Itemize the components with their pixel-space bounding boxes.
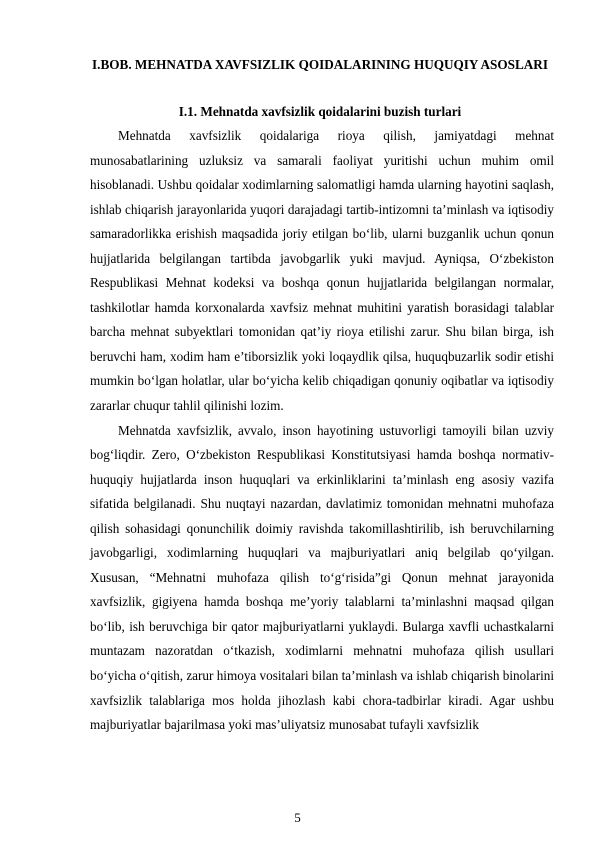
paragraph-1: Mehnatda xavfsizlik qoidalariga rioya qilish, jamiyatdagi mehnat munosabatlarining uzluksiz va samarali faoliyat yuritishi uchun muhim omil hisoblanadi. Ushbu qoidalar xodimlarning salomatligi hamda ularning hayotini saqlash, ishlab chiqarish jarayonlarida yuqori darajadagi tartib-intizomni ta’minlash va iqtisodiy samaradorlikka erishish maqsadida joriy etilgan bo‘lib, ularni buzganlik uchun qonun hujjatlarida belgilangan tartibda javobgarlik yuki mavjud. Ayniqsa, O‘zbekiston Respublikasi Mehnat kodeksi va boshqa qonun hujjatlarida belgilangan normalar, tashkilotlar hamda korxonalarda xavfsiz mehnat muhitini yaratish borasidagi talablar barcha mehnat subyektlari tomonidan qat’iy rioya etilishi zarur. Shu bilan birga, ish beruvchi ham, xodim ham e’tiborsizlik yoki loqaydlik qilsa, huquqbuzarlik sodir etishi mumkin bo‘lgan holatlar, ular bo‘yicha kelib chiqadigan qonuniy oqibatlar va iqtisodiy zararlar chuqur tahlil qilinishi lozim. <box>90 128 554 414</box>
paragraph-2: Mehnatda xavfsizlik, avvalo, inson hayotining ustuvorligi tamoyili bilan uzviy bog‘liqdir. Zero, O‘zbekiston Respublikasi Konstitutsiyasi hamda boshqa normativ-huquqiy hujjatlarda inson huquqlari va erkinliklarini ta’minlash eng asosiy vazifa sifatida belgilanadi. Shu nuqtayi nazardan, davlatimiz tomonidan mehnatni muhofaza qilish sohasidagi qonunchilik doimiy ravishda takomillashtirilib, ish beruvchilarning javobgarligi, xodimlarning huquqlari va majburiyatlari aniq belgilab qo‘yilgan. Xususan, “Mehnatni muhofaza qilish to‘g‘risida”gi Qonun mehnat jarayonida xavfsizlik, gigiyena hamda boshqa me’yoriy talablarni ta’minlashni maqsad qilgan bo‘lib, ish beruvchiga bir qator majburiyatlarni yuklaydi. Bularga xavfli uchastkalarni muntazam nazoratdan o‘tkazish, xodimlarni mehnatni muhofaza qilish usullari bo‘yicha o‘qitish, zarur himoya vositalari bilan ta’minlash va ishlab chiqarish binolarini xavfsizlik talablariga mos holda jihozlash kabi chora-tadbirlar kiradi. Agar ushbu majburiyatlar bajarilmasa yoki mas’uliyatsiz munosabat tufayli xavfsizlik <box>90 422 555 733</box>
chapter-title: I.BOB. MEHNATDA XAVFSIZLIK QOIDALARINING HUQUQIY ASOSLARI <box>92 57 548 72</box>
section-title: I.1. Mehnatda xavfsizlik qoidalarini buzish turlari <box>178 104 462 119</box>
body-text <box>90 124 554 738</box>
page-number: 5 <box>294 810 301 825</box>
